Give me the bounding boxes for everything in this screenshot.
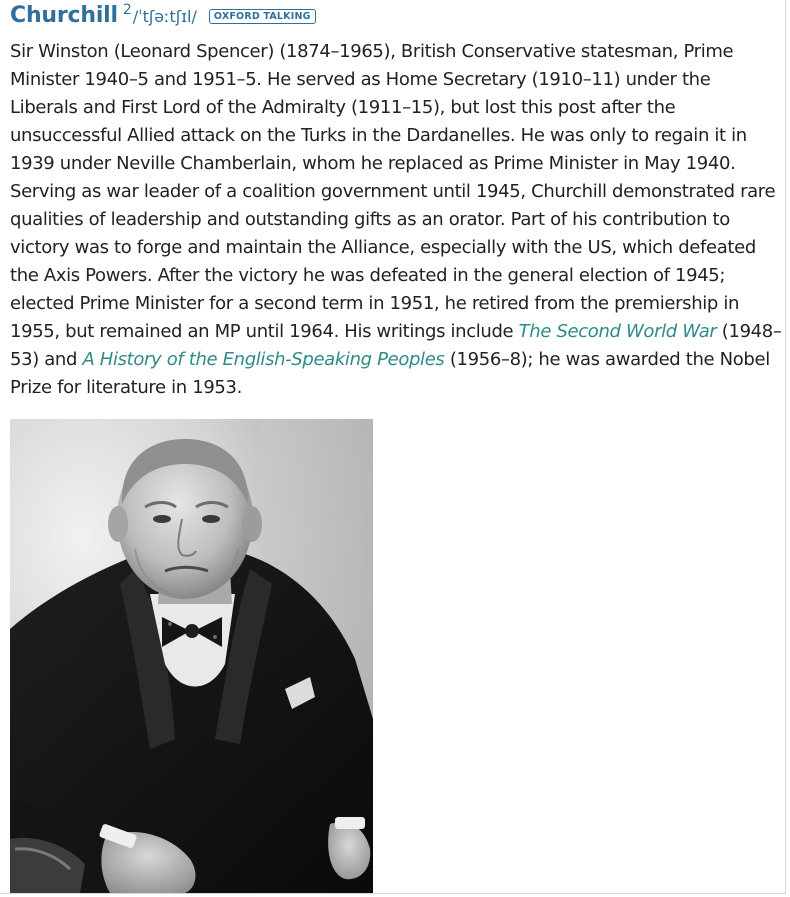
- definition-part-3: (1956–8); he was awarded the Nobel Prize for literature in 1953.: [10, 349, 770, 398]
- homograph-number: 2: [122, 2, 132, 18]
- work-link-second-world-war[interactable]: The Second World War: [518, 321, 717, 342]
- pronunciation: /ˈtʃəːtʃɪl/: [132, 7, 197, 26]
- headword: Churchill: [10, 3, 118, 28]
- definition-part-1: Sir Winston (Leonard Spencer) (1874–1965), British Conservative statesman, Prime Minister 1940–5 and 1951–5. He served as Home Secretary (1910–11) under the Liberals and First Lord of the Admiralty (1911–15), but lost this post after the unsuccessful Allied attack on the Turks in the Dardanelles. He was only to regain it in 1939 under Neville Chamberlain, whom he replaced as Prime Minister in May 1940. Serving as war leader of a coalition government until 1945, Churchill demonstrated rare qualities of leadership and outstanding gifts as an orator. Part of his contribution to victory was to forge and maintain the Alliance, especially with the US, which defeated the Axis Powers. After the victory he was defeated in the general election of 1945; elected Prime Minister for a second term in 1951, he retired from the premiership in 1955, but remained an MP until 1964. His writings include: [10, 41, 776, 342]
- oxford-talking-button[interactable]: OXFORD TALKING: [209, 9, 316, 24]
- portrait-photo: [10, 419, 373, 893]
- work-link-history-english-speaking-peoples[interactable]: A History of the English-Speaking Peoples: [82, 349, 445, 370]
- portrait-illustration: [10, 419, 373, 893]
- definition-part-2: (1948–53) and: [10, 321, 782, 370]
- entry-headline: [10, 3, 316, 33]
- definition-text: [10, 38, 782, 402]
